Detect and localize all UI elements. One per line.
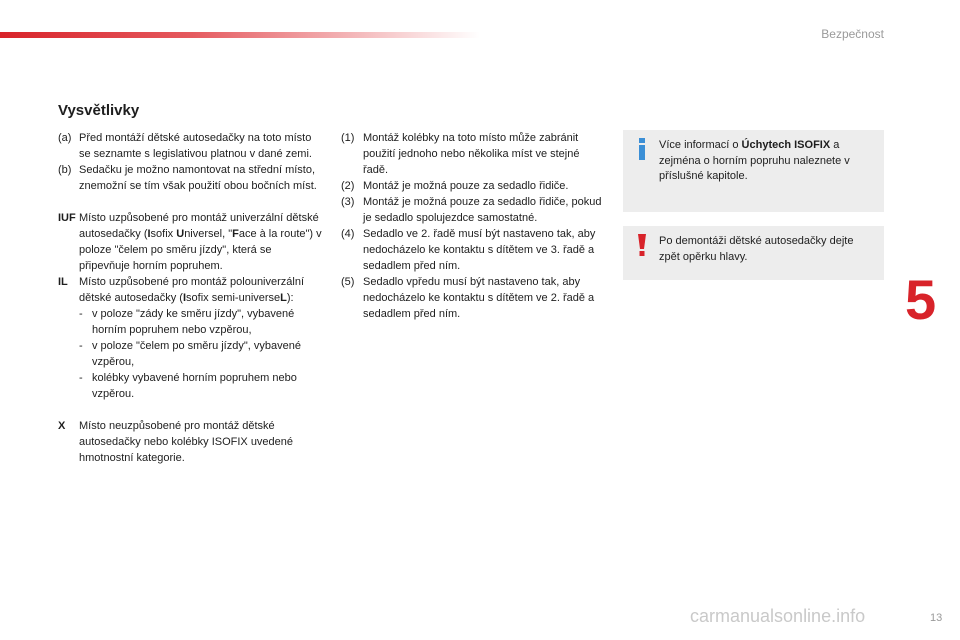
note-mark: (4)	[341, 228, 355, 240]
legend-code: IL	[58, 276, 68, 288]
legend-text: Místo uzpůsobené pro montáž univerzální dětské autosedačky (Isofix Universel, "Face à la route") v poloze "čelem po směru jízdy", která se připevňuje horním popruhem.	[79, 212, 322, 272]
info-box	[623, 130, 884, 212]
chapter-number: 5	[905, 268, 937, 331]
header-accent-bar	[0, 32, 480, 38]
note-text: Montáž je možná pouze za sedadlo řidiče, pokud je sedadlo spolujezdce samostatné.	[363, 196, 602, 224]
note-text: Montáž kolébky na toto místo může zabránit použití jednoho nebo několika míst ve stejné řadě.	[363, 132, 580, 176]
note-a	[58, 130, 323, 162]
warning-box	[623, 226, 884, 280]
legend-iuf	[58, 210, 323, 274]
note-mark: (1)	[341, 132, 355, 144]
note-2	[341, 178, 606, 194]
note-mark: (3)	[341, 196, 355, 208]
note-text: Montáž je možná pouze za sedadlo řidiče.	[363, 180, 569, 192]
page-title: Vysvětlivky	[58, 102, 140, 119]
note-mark: (2)	[341, 180, 355, 192]
note-text: Sedadlo vpředu musí být nastaveno tak, aby nedocházelo ke kontaktu s dítětem ve 2. řadě a sedadlem před ním.	[363, 276, 595, 320]
note-b	[58, 162, 323, 194]
legend-left-column	[58, 130, 323, 466]
legend-code: IUF	[58, 212, 76, 224]
note-5	[341, 274, 606, 322]
legend-text: Místo uzpůsobené pro montáž polouniverzální dětské autosedačky (Isofix semi-universeL): - v poloze "zády ke směru jízdy", vybavené horním popruhem nebo vzpěrou, - v poloze "čelem po směru jízdy", vybavené vzpěrou, - kolébky vybavené horním popruhem nebo vzpěrou.	[79, 274, 323, 402]
note-3	[341, 194, 606, 226]
note-mark: (b)	[58, 164, 72, 176]
legend-il	[58, 274, 323, 402]
note-text: Sedačku je možno namontovat na střední místo, znemožní se tím však použití obou bočních míst.	[79, 164, 317, 192]
info-text: Více informací o Úchytech ISOFIX a zejména o horním popruhu naleznete v příslušné kapitole.	[659, 139, 850, 182]
note-1	[341, 130, 606, 178]
list-item: - v poloze "čelem po směru jízdy", vybavené vzpěrou,	[79, 340, 301, 368]
legend-code: X	[58, 420, 66, 432]
legend-x	[58, 418, 323, 466]
section-name: Bezpečnost	[821, 27, 884, 41]
note-mark: (a)	[58, 132, 72, 144]
list-item: - v poloze "zády ke směru jízdy", vybavené horním popruhem nebo vzpěrou,	[79, 308, 295, 336]
warning-text: Po demontáži dětské autosedačky dejte zpět opěrku hlavy.	[659, 235, 854, 263]
legend-right-column	[341, 130, 606, 322]
legend-text: Místo neuzpůsobené pro montáž dětské autosedačky nebo kolébky ISOFIX uvedené hmotnostní kategorie.	[79, 420, 294, 464]
note-mark: (5)	[341, 276, 355, 288]
watermark: carmanualsonline.info	[690, 606, 866, 626]
info-icon	[637, 138, 647, 160]
list-item: - kolébky vybavené horním popruhem nebo vzpěrou.	[79, 372, 297, 400]
note-text: Sedadlo ve 2. řadě musí být nastaveno tak, aby nedocházelo ke kontaktu s dítětem ve 3. řadě a sedadlem před ním.	[363, 228, 596, 272]
warning-exclamation-icon	[637, 234, 647, 256]
note-4	[341, 226, 606, 274]
note-text: Před montáží dětské autosedačky na toto místo se seznamte s legislativou platnou v dané zemi.	[79, 132, 312, 160]
page-number: 13	[930, 612, 943, 624]
